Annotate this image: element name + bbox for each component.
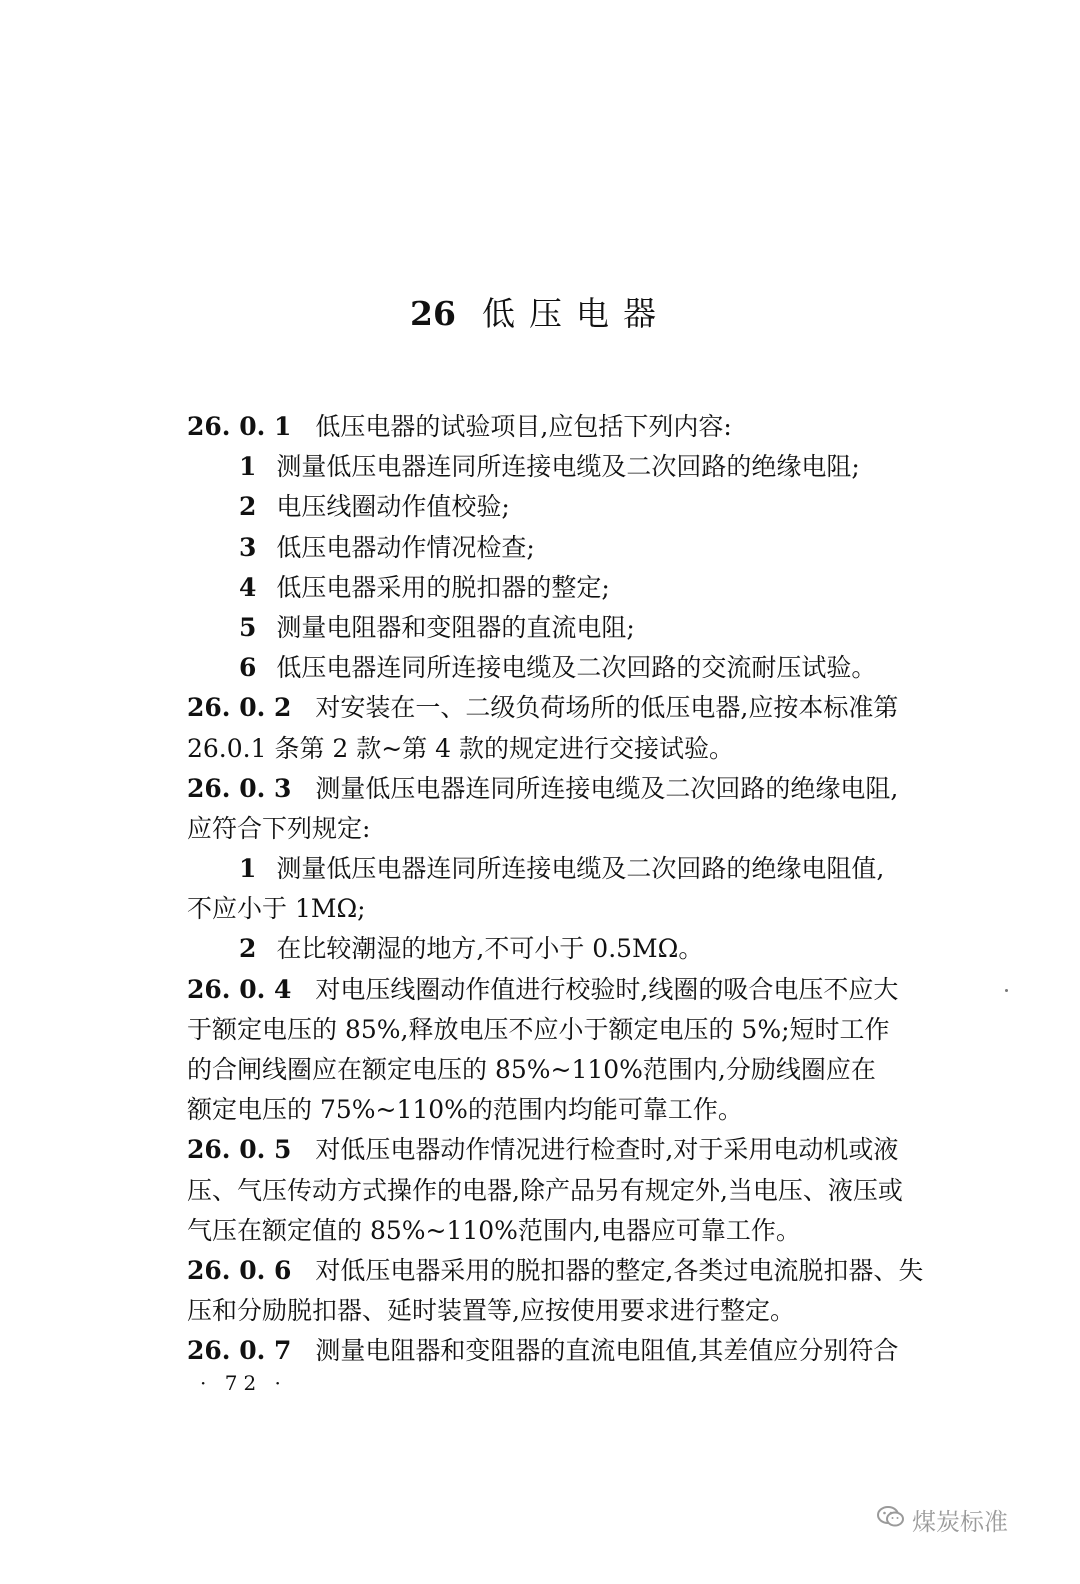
page-number: · 72 · xyxy=(200,1371,287,1395)
item-text: 测量低压电器连同所连接电缆及二次回路的绝缘电阻; xyxy=(276,452,860,482)
item-number: 4 xyxy=(239,572,257,602)
list-item xyxy=(187,929,932,969)
scan-speck xyxy=(1005,989,1008,992)
list-item xyxy=(187,608,932,648)
clause-number: 26. 0. 3 xyxy=(187,773,292,803)
list-item xyxy=(187,648,932,688)
list-item xyxy=(187,447,932,487)
text-line: 压、气压传动方式操作的电器,除产品另有规定外,当电压、液压或 xyxy=(187,1175,903,1205)
clause-text: 测量低压电器连同所连接电缆及二次回路的绝缘电阻, xyxy=(315,773,899,803)
list-item xyxy=(187,487,932,527)
text-line: 气压在额定值的 85%~110%范围内,电器应可靠工作。 xyxy=(187,1215,801,1245)
item-number: 3 xyxy=(239,532,257,562)
item-text: 测量低压电器连同所连接电缆及二次回路的绝缘电阻值, xyxy=(276,854,885,884)
item-text: 低压电器采用的脱扣器的整定; xyxy=(276,572,610,602)
clause-26-0-5 xyxy=(187,1130,932,1170)
item-text: 电压线圈动作值校验; xyxy=(276,492,510,522)
clause-text: 低压电器的试验项目,应包括下列内容: xyxy=(315,412,732,441)
clause-26-0-7 xyxy=(187,1331,932,1371)
clause-26-0-2 xyxy=(187,688,932,728)
item-text: 低压电器连同所连接电缆及二次回路的交流耐压试验。 xyxy=(276,653,877,683)
clause-26-0-4 xyxy=(187,970,932,1010)
wechat-icon xyxy=(876,1504,912,1536)
clause-text: 对安装在一、二级负荷场所的低压电器,应按本标准第 xyxy=(315,693,899,723)
item-text: 低压电器动作情况检查; xyxy=(276,532,535,562)
clause-text: 测量电阻器和变阻器的直流电阻值,其差值应分别符合 xyxy=(315,1336,899,1366)
clause-26-0-6 xyxy=(187,1251,932,1291)
clause-number: 26. 0. 2 xyxy=(187,693,292,723)
item-number: 2 xyxy=(239,934,257,964)
watermark-text: 煤炭标准 xyxy=(912,1508,1008,1536)
item-number: 1 xyxy=(239,854,257,884)
item-text: 在比较潮湿的地方,不可小于 0.5MΩ。 xyxy=(276,934,704,964)
clause-number: 26. 0. 5 xyxy=(187,1135,292,1165)
clause-text: 对电压线圈动作值进行校验时,线圈的吸合电压不应大 xyxy=(315,974,899,1004)
clause-number: 26. 0. 7 xyxy=(187,1336,292,1366)
chapter-number: 26 xyxy=(410,294,456,333)
clause-number: 26. 0. 6 xyxy=(187,1255,292,1285)
item-text: 测量电阻器和变阻器的直流电阻; xyxy=(276,612,635,642)
text-line: 26.0.1 条第 2 款~第 4 款的规定进行交接试验。 xyxy=(187,733,735,763)
text-line: 不应小于 1MΩ; xyxy=(187,894,366,924)
clause-text: 对低压电器动作情况进行检查时,对于采用电动机或液 xyxy=(315,1135,899,1165)
clause-26-0-1 xyxy=(187,407,932,447)
list-item xyxy=(187,568,932,608)
list-item xyxy=(187,528,932,568)
item-number: 1 xyxy=(239,452,257,482)
text-line: 压和分励脱扣器、延时装置等,应按使用要求进行整定。 xyxy=(187,1296,795,1326)
item-number: 6 xyxy=(239,653,257,683)
text-line: 额定电压的 75%~110%的范围内均能可靠工作。 xyxy=(187,1095,743,1125)
chapter-name: 低压电器 xyxy=(481,294,670,333)
text-line: 于额定电压的 85%,释放电压不应小于额定电压的 5%;短时工作 xyxy=(187,1014,890,1044)
item-number: 2 xyxy=(239,492,257,522)
list-item xyxy=(187,849,932,889)
clause-number: 26. 0. 4 xyxy=(187,974,292,1004)
clause-number: 26. 0. 1 xyxy=(187,412,292,441)
text-line: 应符合下列规定: xyxy=(187,813,371,843)
watermark xyxy=(876,1502,1008,1537)
clause-text: 对低压电器采用的脱扣器的整定,各类过电流脱扣器、失 xyxy=(315,1255,924,1285)
text-line: 的合闸线圈应在额定电压的 85%~110%范围内,分励线圈应在 xyxy=(187,1055,876,1084)
chapter-title xyxy=(0,288,1080,335)
body-text xyxy=(187,407,932,1372)
item-number: 5 xyxy=(239,612,257,642)
clause-26-0-3 xyxy=(187,769,932,809)
